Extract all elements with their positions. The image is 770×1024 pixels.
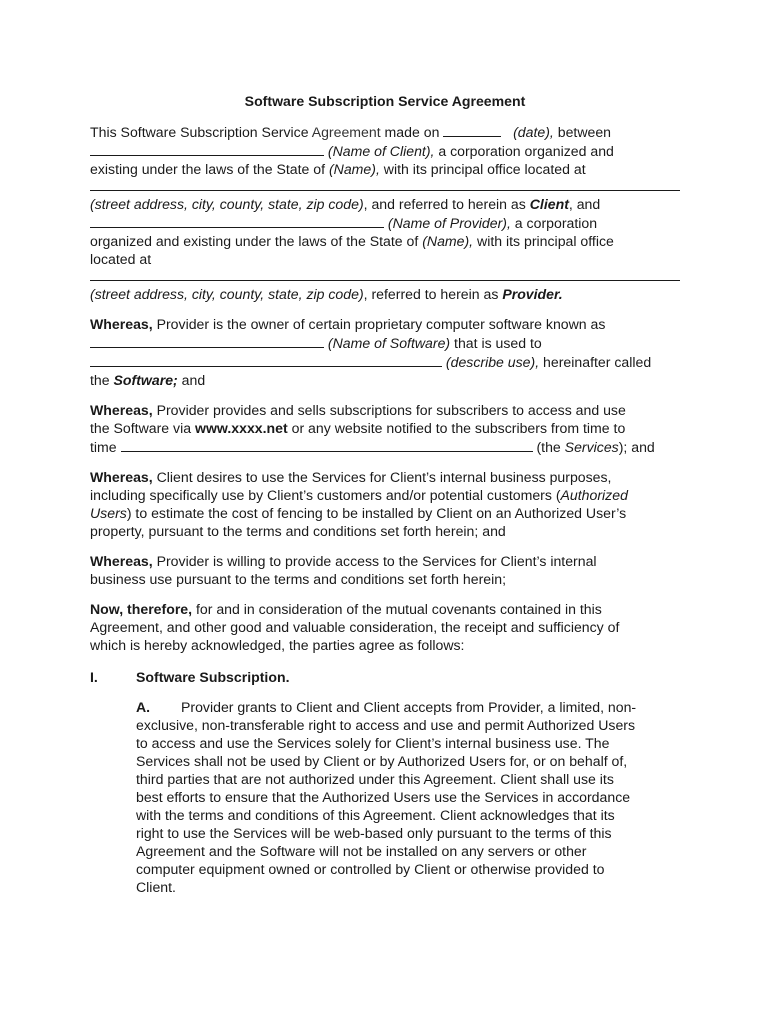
whereas-provider-paragraph: Whereas, Provider is willing to provide access to the Services for Client’s internal business use pursuant to the terms and conditions set forth herein; bbox=[90, 553, 597, 587]
intro-line-6: organized and existing under the laws of the State of (Name), with its principal office bbox=[90, 233, 614, 249]
document-title: Software Subscription Service Agreement bbox=[244, 93, 526, 109]
client-address-blank[interactable] bbox=[90, 178, 680, 191]
intro-line-2: (Name of Client), a corporation organized and bbox=[90, 141, 680, 160]
section-heading bbox=[90, 668, 680, 686]
intro-paragraph bbox=[90, 122, 680, 303]
services-blank[interactable] bbox=[121, 437, 533, 452]
whereas-software-paragraph: Whereas, Provider is the owner of certain proprietary computer software known as (Name of Software) that is used to (describe use), hereinafter called the Software; and bbox=[90, 316, 652, 388]
provider-name-blank[interactable] bbox=[90, 213, 384, 228]
software-use-blank[interactable] bbox=[90, 352, 442, 367]
intro-line-1: This Software Subscription Service Agreement made on (date), between bbox=[90, 124, 612, 140]
intro-line-3: existing under the laws of the State of (Name), with its principal office located at bbox=[90, 161, 586, 177]
intro-line-4: (street address, city, county, state, zip code), and referred to herein as Client, and bbox=[90, 196, 601, 212]
whereas-subscriptions-paragraph: Whereas, Provider provides and sells subscriptions for subscribers to access and use the Software via www.xxxx.net or any website notified to the subscribers from time to time (the Services); and bbox=[90, 402, 655, 455]
document-page bbox=[90, 92, 680, 896]
intro-line-7: located at bbox=[90, 251, 152, 267]
provider-address-blank[interactable] bbox=[90, 268, 680, 281]
whereas-client-paragraph: Whereas, Client desires to use the Services for Client’s internal business purposes, including specifically use by Client’s customers and/or potential customers (Authorized Users) to estimate the cost of fencing to be installed by Client on an Authorized User’s property, pursuant to the terms and conditions set forth herein; and bbox=[90, 469, 628, 539]
client-name-blank[interactable] bbox=[90, 141, 324, 156]
intro-line-8: (street address, city, county, state, zip code), referred to herein as Provider. bbox=[90, 286, 563, 302]
clause-a: A. Provider grants to Client and Client accepts from Provider, a limited, non- exclusive, non-transferable right to access and use and permit Authorized Users to access and use the Services solely for Client’s internal business use. The Services shall not be used by Client or by Authorized Users for, or on behalf of, third parties that are not authorized under this Agreement. Client shall use its best efforts to ensure that the Authorized Users use the Services in accordance with the terms and conditions of this Agreement. Client acknowledges that its right to use the Services will be web-based only pursuant to the terms of this Agreement and the Software will not be installed on any servers or other computer equipment owned or controlled by Client or otherwise provided to Client. bbox=[136, 699, 637, 895]
software-name-blank[interactable] bbox=[90, 333, 324, 348]
clause-letter: A. bbox=[136, 699, 151, 715]
date-blank[interactable] bbox=[443, 122, 501, 137]
intro-line-5: (Name of Provider), a corporation bbox=[90, 213, 680, 232]
section-title: Software Subscription. bbox=[136, 669, 290, 685]
now-therefore-paragraph: Now, therefore, for and in consideration of the mutual covenants contained in this Agreement, and other good and valuable consideration, the receipt and sufficiency of which is hereby acknowledged, the parties agree as follows: bbox=[90, 601, 620, 653]
section-number: I. bbox=[90, 669, 98, 685]
